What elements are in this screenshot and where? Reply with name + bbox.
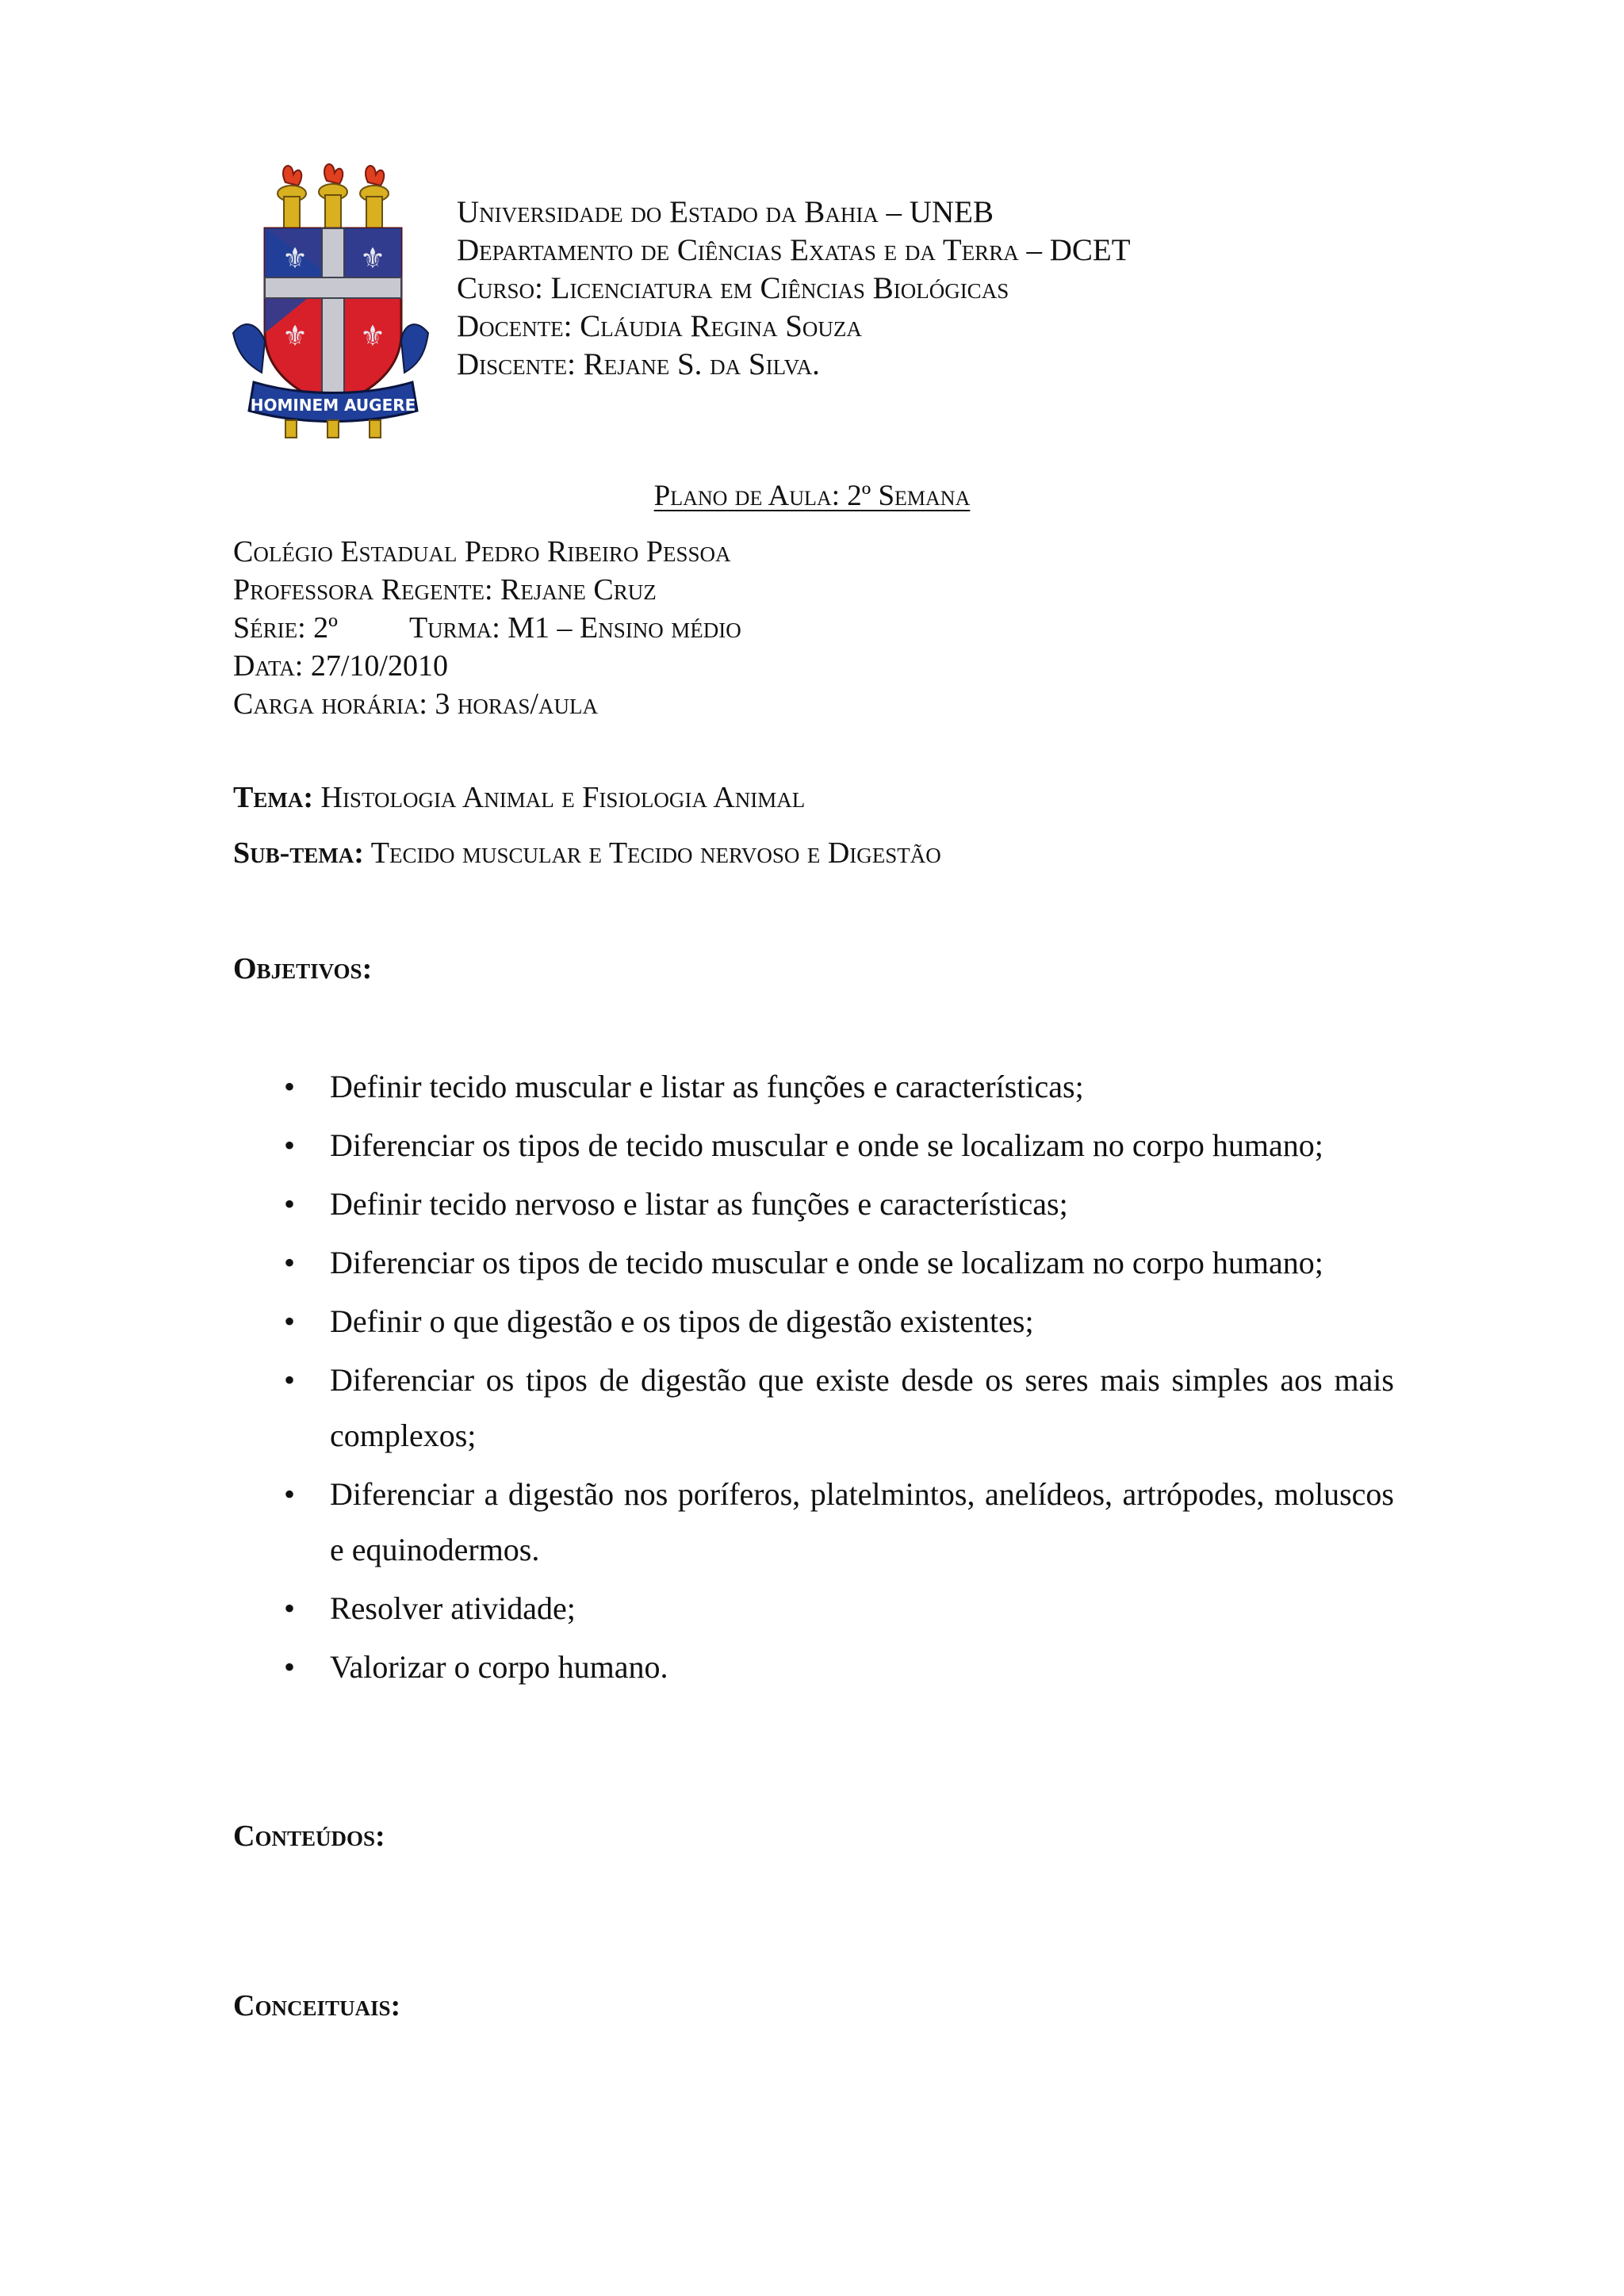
school-class-row [233, 609, 741, 647]
document-header [457, 193, 1131, 384]
school-info [233, 533, 741, 723]
tema-label: Tema: [233, 781, 313, 814]
svg-text:⚜: ⚜ [359, 320, 386, 353]
school-name: Colégio Estadual Pedro Ribeiro Pessoa [233, 535, 731, 568]
torch-flames-icon [278, 164, 389, 228]
list-item: • Diferenciar os tipos de tecido muscular e onde se localizam no corpo humano; [284, 1235, 1394, 1291]
school-serie: Série: 2º [233, 611, 338, 645]
list-item: • Diferenciar os tipos de digestão que existe desde os seres mais simples aos mais complexos; [284, 1353, 1394, 1464]
list-item: • Diferenciar os tipos de tecido muscular e onde se localizam no corpo humano; [284, 1118, 1394, 1173]
list-item: • Definir tecido muscular e listar as funções e características; [284, 1059, 1394, 1115]
tema-row [233, 779, 805, 817]
list-item: • Resolver atividade; [284, 1581, 1394, 1636]
plan-title: Plano de Aula: 2º Semana [653, 480, 971, 512]
objetivos-list [284, 1059, 1394, 1698]
header-teacher: Docente: Cláudia Regina Souza [457, 309, 862, 343]
school-workload: Carga horária: 3 horas/aula [233, 687, 598, 721]
subtema-value: Tecido muscular e Tecido nervoso e Digestão [370, 836, 941, 870]
tema-value: Histologia Animal e Fisiologia Animal [320, 781, 806, 814]
header-student: Discente: Rejane S. da Silva. [457, 347, 820, 381]
school-turma: Turma: M1 – Ensino médio [408, 611, 741, 645]
school-date: Data: 27/10/2010 [233, 649, 448, 683]
header-university: Universidade do Estado da Bahia – UNEB [457, 195, 994, 229]
logo-motto: HOMINEM AUGERE [250, 396, 416, 415]
svg-text:⚜: ⚜ [282, 243, 308, 275]
list-item: • Definir tecido nervoso e listar as funções e características; [284, 1177, 1394, 1232]
svg-text:⚜: ⚜ [359, 243, 386, 275]
header-department: Departamento de Ciências Exatas e da Terra – DCET [457, 233, 1131, 267]
header-course: Curso: Licenciatura em Ciências Biológicas [457, 271, 1009, 305]
conceituais-heading: Conceituais: [233, 1989, 401, 2022]
objetivos-heading: Objetivos: [233, 952, 373, 985]
shield-icon [265, 228, 401, 404]
subtema-row [233, 834, 941, 872]
list-item: • Definir o que digestão e os tipos de digestão existentes; [284, 1294, 1394, 1349]
university-logo [230, 159, 431, 441]
list-item: • Diferenciar a digestão nos poríferos, platelmintos, anelídeos, artrópodes, moluscos e equinodermos. [284, 1467, 1394, 1578]
torch-base-icon [285, 420, 381, 438]
school-teacher: Professora Regente: Rejane Cruz [233, 573, 657, 607]
list-item: • Valorizar o corpo humano. [284, 1640, 1394, 1695]
conteudos-heading: Conteúdos: [233, 1820, 385, 1853]
svg-text:⚜: ⚜ [282, 320, 308, 353]
subtema-label: Sub-tema: [233, 836, 364, 870]
